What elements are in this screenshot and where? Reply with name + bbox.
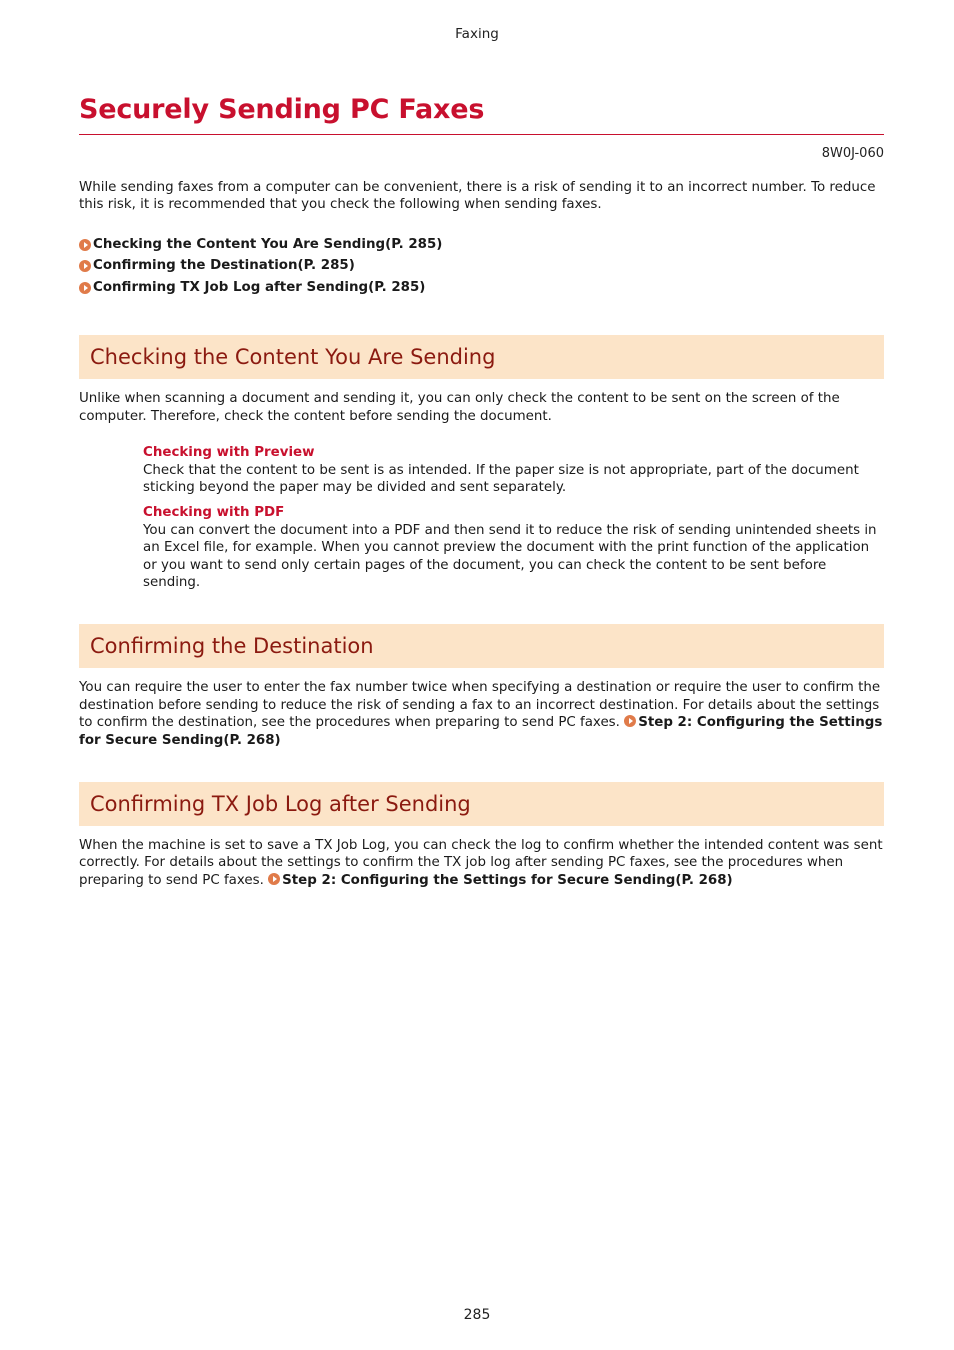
title-rule xyxy=(79,134,884,135)
section-body xyxy=(79,837,884,889)
toc-link-confirming-tx-log[interactable] xyxy=(79,277,884,299)
section-heading-band xyxy=(79,782,884,826)
subsection-text: You can convert the document into a PDF and then send it to reduce the risk of sending unintended sheets in an Excel file, for example. When you cannot preview the document with the print function of the application or you want to send only certain pages of the document, you can check the content to be sent before sending. xyxy=(143,522,877,590)
section-body-text: When the machine is set to save a TX Job Log, you can check the log to confirm whether the intended content was sent correctly. For details about the settings to confirm the TX job log after sending PC faxes, see the procedures when preparing to send PC faxes. xyxy=(79,838,883,888)
arrow-icon xyxy=(624,715,636,727)
arrow-icon xyxy=(268,873,280,885)
subsection-heading: Checking with Preview xyxy=(143,445,315,461)
section-heading-band xyxy=(79,624,884,668)
cross-reference-link[interactable]: Step 2: Configuring the Settings for Secure Sending(P. 268) xyxy=(282,872,733,888)
arrow-icon xyxy=(79,260,91,272)
section-heading: Confirming TX Job Log after Sending xyxy=(90,792,471,816)
subsection-text: Check that the content to be sent is as intended. If the paper size is not appropriate, part of the document sticking beyond the paper may be divided and sent separately. xyxy=(143,462,859,495)
section-heading: Checking the Content You Are Sending xyxy=(90,345,496,370)
arrow-icon xyxy=(79,239,91,251)
toc-link-checking-content[interactable] xyxy=(79,234,884,256)
toc-link-label: Confirming the Destination(P. 285) xyxy=(93,258,355,274)
section-heading-band xyxy=(79,335,884,379)
running-header: Faxing xyxy=(455,26,499,42)
page-content xyxy=(79,179,884,889)
table-of-contents xyxy=(79,234,884,299)
page-number: 285 xyxy=(463,1307,491,1323)
toc-link-confirming-destination[interactable] xyxy=(79,255,884,277)
intro-paragraph: While sending faxes from a computer can be convenient, there is a risk of sending it to an incorrect number. To reduce this risk, it is recommended that you check the following when sending faxes. xyxy=(79,180,876,213)
section-body-text: You can require the user to enter the fax number twice when specifying a destination or require the user to confirm the destination before sending to reduce the risk of sending a fax to an incorrect destination. For details about the settings to confirm the destination, see the procedures when preparing to send PC faxes. xyxy=(79,680,881,731)
cross-reference-link[interactable]: Step 2: Configuring the Settings for Secure Sending(P. 268) xyxy=(79,715,883,748)
subsection-heading: Checking with PDF xyxy=(143,505,285,521)
page-title: Securely Sending PC Faxes xyxy=(79,94,485,125)
section-body xyxy=(79,679,884,749)
document-code: 8W0J-060 xyxy=(821,146,884,161)
section-body: Unlike when scanning a document and sending it, you can only check the content to be sent on the screen of the computer. Therefore, check the content before sending the document. xyxy=(79,391,840,424)
toc-link-label: Confirming TX Job Log after Sending(P. 285) xyxy=(93,279,426,295)
arrow-icon xyxy=(79,282,91,294)
section-heading: Confirming the Destination xyxy=(90,634,374,659)
subsection-list xyxy=(79,444,884,591)
toc-link-label: Checking the Content You Are Sending(P. 285) xyxy=(93,236,443,252)
